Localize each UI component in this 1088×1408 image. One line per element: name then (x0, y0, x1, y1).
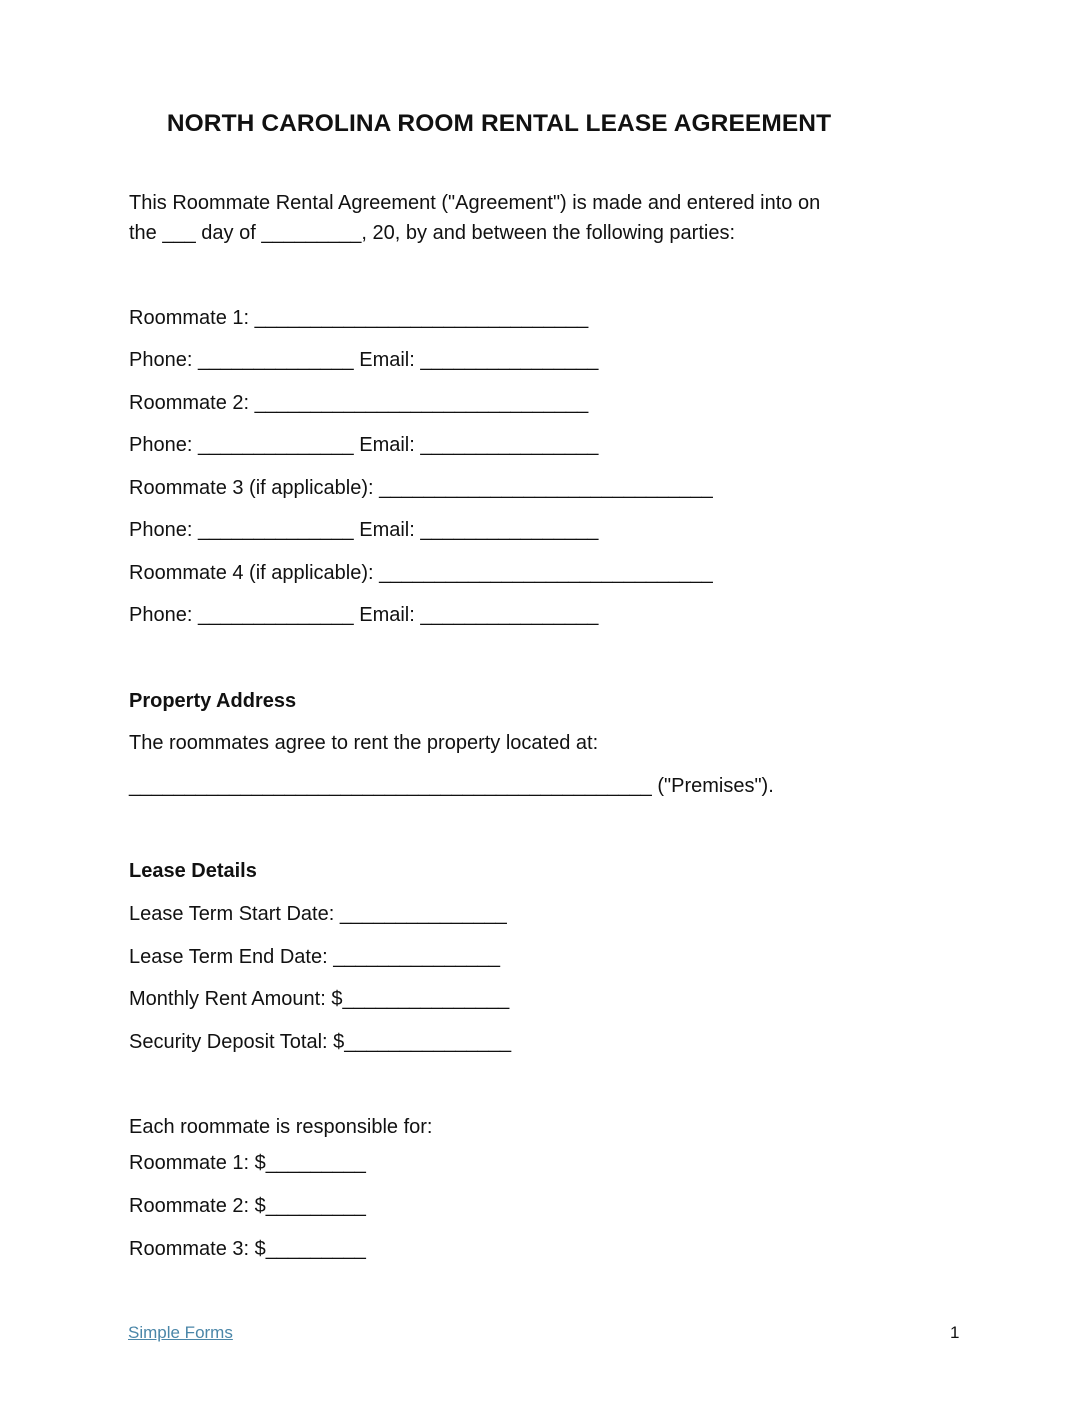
lease-start-field[interactable]: Lease Term Start Date: _______________ (129, 903, 507, 925)
intro-line-1: This Roommate Rental Agreement ("Agreement") is made and entered into on (129, 192, 821, 214)
security-deposit-field[interactable]: Security Deposit Total: $_______________ (129, 1031, 512, 1053)
property-heading: Property Address (129, 690, 297, 712)
roommate-1-field[interactable]: Roommate 1: ______________________________ (129, 307, 589, 329)
roommate-1-contact-field[interactable]: Phone: ______________ Email: ________________ (129, 349, 599, 371)
roommate-1-share-field[interactable]: Roommate 1: $_________ (129, 1152, 366, 1174)
roommate-3-field[interactable]: Roommate 3 (if applicable): ______________________________ (129, 477, 713, 499)
responsibility-intro: Each roommate is responsible for: (129, 1116, 433, 1138)
roommate-2-field[interactable]: Roommate 2: ______________________________ (129, 392, 589, 414)
roommate-3-contact-field[interactable]: Phone: ______________ Email: ________________ (129, 519, 599, 541)
roommate-2-contact-field[interactable]: Phone: ______________ Email: ________________ (129, 434, 599, 456)
rent-amount-field[interactable]: Monthly Rent Amount: $_______________ (129, 988, 510, 1010)
roommate-4-contact-field[interactable]: Phone: ______________ Email: ________________ (129, 604, 599, 626)
footer-link[interactable]: Simple Forms (128, 1323, 233, 1342)
roommate-2-share-field[interactable]: Roommate 2: $_________ (129, 1195, 366, 1217)
roommate-3-share-field[interactable]: Roommate 3: $_________ (129, 1238, 366, 1260)
page-number: 1 (950, 1323, 960, 1342)
premises-field[interactable]: _______________________________________________ ("Premises"). (129, 775, 774, 797)
property-text: The roommates agree to rent the property located at: (129, 732, 599, 754)
lease-heading: Lease Details (129, 860, 257, 882)
document-title: NORTH CAROLINA ROOM RENTAL LEASE AGREEMENT (166, 110, 832, 137)
roommate-4-field[interactable]: Roommate 4 (if applicable): ______________________________ (129, 562, 713, 584)
lease-end-field[interactable]: Lease Term End Date: _______________ (129, 946, 501, 968)
intro-line-2: the ___ day of _________, 20, by and between the following parties: (129, 222, 736, 244)
